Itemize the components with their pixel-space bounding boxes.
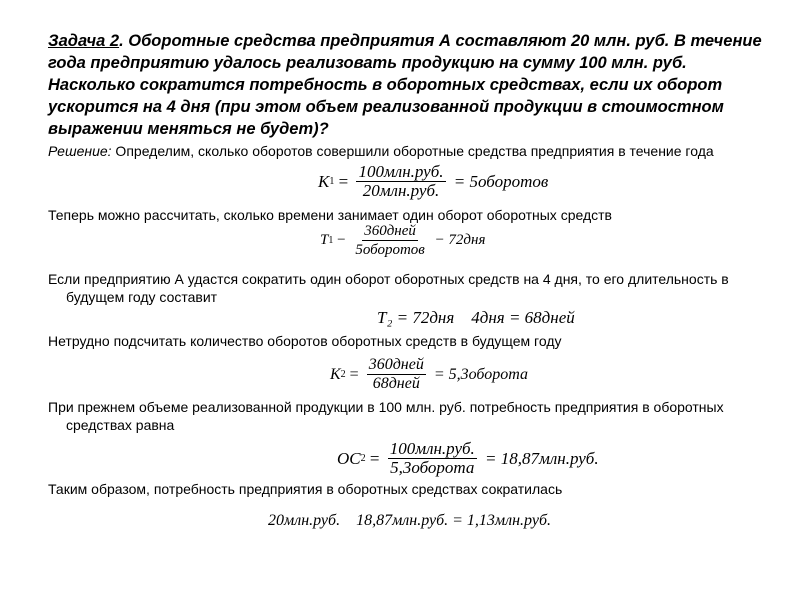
- numerator: 360дней: [368, 356, 424, 373]
- paragraph: Нетрудно подсчитать количество оборотов оборотных средств в будущем году: [48, 333, 562, 349]
- formula-op: =: [365, 448, 384, 468]
- formula-result: [268, 512, 551, 530]
- formula-op: =: [345, 365, 363, 383]
- formula-op: =: [334, 171, 353, 191]
- formula-sub: 1: [328, 235, 334, 246]
- numerator: 100млн.руб.: [358, 162, 444, 181]
- paragraph: Если предприятию А удастся сократить один оборот оборотных средств на 4 дня, то его длительность в будущем году составит: [48, 271, 729, 305]
- formula-rhs: = 5оборотов: [449, 171, 549, 191]
- task-title: [48, 30, 768, 140]
- formula-lhs: OC: [337, 448, 361, 468]
- denominator: 20млн.руб.: [362, 181, 440, 200]
- numerator: 360дней: [364, 223, 416, 239]
- paragraph: Теперь можно рассчитать, сколько времени занимает один оборот оборотных средств: [48, 207, 612, 223]
- paragraph: Таким образом, потребность предприятия в оборотных средствах сократилась: [48, 481, 563, 497]
- task-label: Задача 2: [48, 32, 120, 50]
- formula-lhs: T: [320, 232, 329, 248]
- formula-k1: [318, 163, 548, 200]
- formula-sub: 1: [329, 176, 335, 187]
- formula-rhs: − 72дня: [430, 232, 486, 248]
- denominator: 5,3оборота: [390, 458, 475, 477]
- formula-lhs: K: [330, 365, 341, 383]
- fraction: [353, 222, 427, 259]
- denominator: 68дней: [372, 375, 420, 392]
- formula-t1: [320, 222, 485, 259]
- formula-t2: [377, 308, 575, 328]
- solution-label: Решение:: [48, 143, 112, 159]
- fraction: [388, 440, 477, 477]
- formula-text: 20млн.руб. 18,87млн.руб. = 1,13млн.руб.: [268, 512, 551, 529]
- fraction: [367, 356, 426, 393]
- numerator: 100млн.руб.: [389, 439, 475, 458]
- formula-sub: 2: [360, 453, 366, 464]
- paragraph: При прежнем объеме реализованной продукции в 100 млн. руб. потребность предприятия в оборотных средствах равна: [48, 399, 724, 433]
- formula-rhs: = 5,3оборота: [429, 365, 529, 383]
- formula-op: −: [333, 232, 350, 248]
- formula-lhs: K: [318, 171, 330, 191]
- denominator: 5оборотов: [355, 242, 425, 258]
- formula-text: T₂ = 72дня 4дня = 68дней: [377, 308, 575, 327]
- fraction: [356, 163, 445, 200]
- formula-rhs: = 18,87млн.руб.: [480, 448, 599, 468]
- paragraph-text: Определим, сколько оборотов совершили оборотные средства предприятия в течение года: [111, 143, 714, 159]
- task-text: . Оборотные средства предприятия А составляют 20 млн. руб. В течение года предприятию удалось реализовать продукцию на сумму 100 млн. руб. Насколько сократится потребность в оборотных средствах, если их оборот ускорится на 4 дня (при этом объем реализованной продукции в стоимостном выражении меняться не будет)?: [48, 32, 762, 138]
- formula-sub: 2: [340, 369, 346, 380]
- paragraph-solution: [48, 142, 766, 160]
- formula-k2: [330, 356, 528, 393]
- formula-oc2: [337, 440, 599, 477]
